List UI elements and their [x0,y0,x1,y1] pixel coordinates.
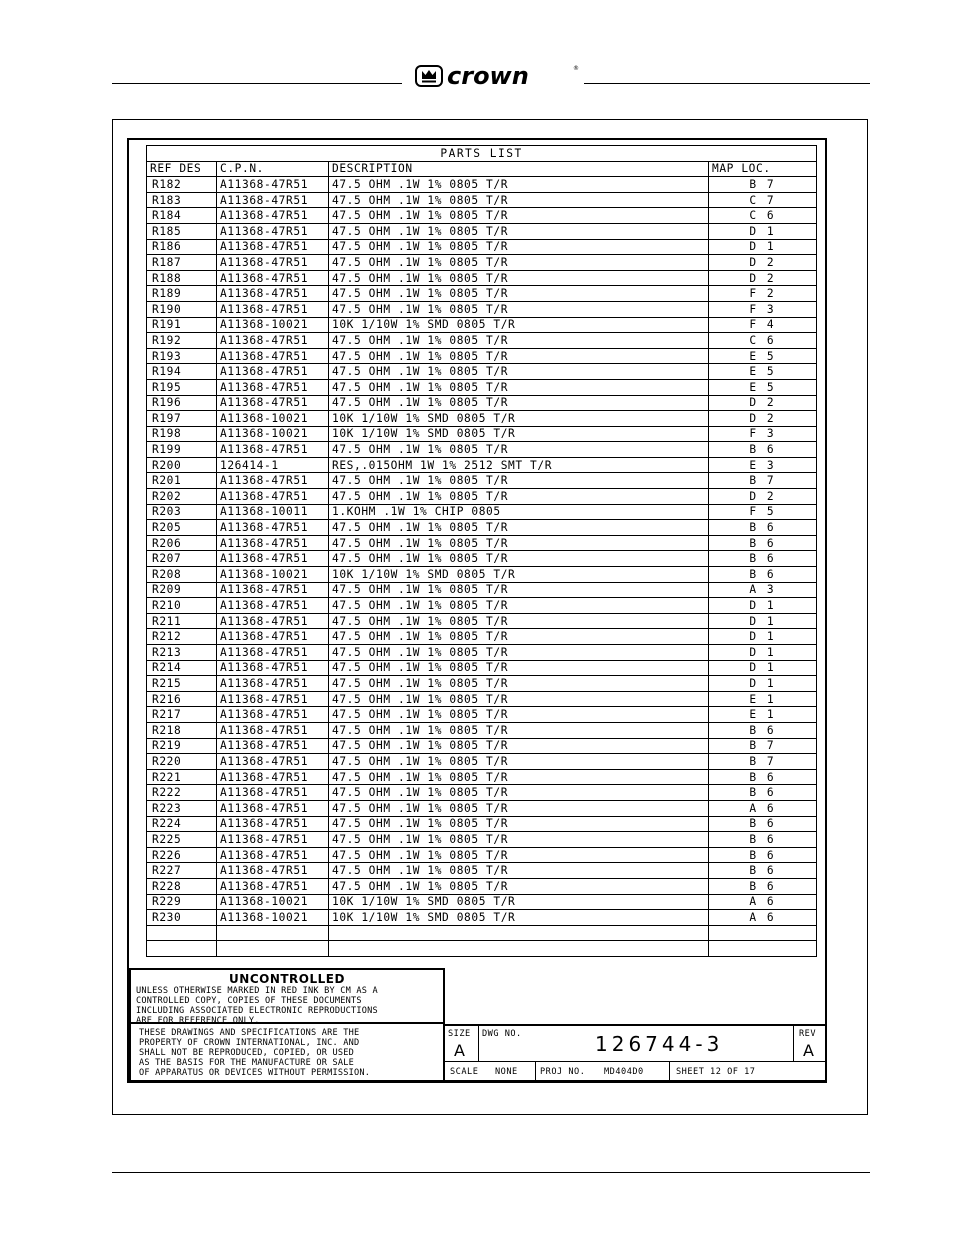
ref-des-cell: R215 [147,676,217,692]
proj-no-label: PROJ NO. [540,1067,586,1077]
map-loc-cell: B 6 [709,722,817,738]
ref-des-cell: R190 [147,301,217,317]
table-row [147,535,817,551]
table-row [147,255,817,271]
description-cell [329,941,709,957]
description-cell: 47.5 OHM .1W 1% 0805 T/R [329,177,709,193]
table-row [147,333,817,349]
dwg-no-cell [479,1026,793,1062]
map-loc-cell: D 1 [709,676,817,692]
cpn-cell: A11368-47R51 [217,489,329,505]
description-cell: 47.5 OHM .1W 1% 0805 T/R [329,208,709,224]
cpn-cell: A11368-47R51 [217,582,329,598]
table-row [147,551,817,567]
footer-rule [112,1172,870,1173]
description-cell: 47.5 OHM .1W 1% 0805 T/R [329,520,709,536]
description-cell: 47.5 OHM .1W 1% 0805 T/R [329,535,709,551]
map-loc-cell: F 3 [709,301,817,317]
ref-des-cell: R216 [147,691,217,707]
ref-des-cell: R189 [147,286,217,302]
table-row [147,457,817,473]
table-row [147,348,817,364]
map-loc-cell: E 5 [709,348,817,364]
description-cell: 47.5 OHM .1W 1% 0805 T/R [329,301,709,317]
map-loc-cell: D 2 [709,395,817,411]
description-cell: 47.5 OHM .1W 1% 0805 T/R [329,395,709,411]
description-cell: 47.5 OHM .1W 1% 0805 T/R [329,613,709,629]
description-cell: 47.5 OHM .1W 1% 0805 T/R [329,878,709,894]
ref-des-cell: R212 [147,629,217,645]
cpn-cell: A11368-10021 [217,894,329,910]
ref-des-cell [147,941,217,957]
cpn-cell: A11368-10021 [217,567,329,583]
description-cell: 47.5 OHM .1W 1% 0805 T/R [329,442,709,458]
table-row [147,504,817,520]
cpn-cell: A11368-47R51 [217,395,329,411]
parts-list-title: PARTS LIST [147,146,817,162]
table-row [147,192,817,208]
ref-des-cell: R188 [147,270,217,286]
table-row [147,847,817,863]
cpn-cell: A11368-47R51 [217,239,329,255]
description-cell: 10K 1/10W 1% SMD 0805 T/R [329,910,709,926]
size-label: SIZE [448,1029,471,1039]
ref-des-cell: R226 [147,847,217,863]
map-loc-cell: E 5 [709,364,817,380]
sheet-number: SHEET 12 OF 17 [676,1067,756,1077]
cpn-cell: A11368-47R51 [217,800,329,816]
cpn-cell: A11368-47R51 [217,629,329,645]
rev-label: REV [799,1029,817,1039]
cpn-cell: A11368-47R51 [217,863,329,879]
cpn-cell: A11368-47R51 [217,286,329,302]
cpn-cell: A11368-47R51 [217,364,329,380]
ref-des-cell: R191 [147,317,217,333]
ref-des-cell: R211 [147,613,217,629]
column-header: MAP LOC. [709,161,817,177]
map-loc-cell: D 2 [709,255,817,271]
ref-des-cell: R183 [147,192,217,208]
cpn-cell: A11368-47R51 [217,754,329,770]
ref-des-cell: R195 [147,379,217,395]
header-rule-left [112,83,402,84]
ref-des-cell: R217 [147,707,217,723]
table-row [147,722,817,738]
property-notice [129,1024,445,1082]
ref-des-cell: R185 [147,223,217,239]
map-loc-cell: B 7 [709,177,817,193]
map-loc-cell: D 2 [709,489,817,505]
ref-des-cell: R210 [147,598,217,614]
table-row [147,473,817,489]
cpn-cell: A11368-47R51 [217,738,329,754]
table-row [147,317,817,333]
table-row [147,863,817,879]
column-header: DESCRIPTION [329,161,709,177]
map-loc-cell: D 1 [709,613,817,629]
table-row [147,894,817,910]
cpn-cell: A11368-47R51 [217,613,329,629]
cpn-cell: A11368-47R51 [217,676,329,692]
table-row [147,598,817,614]
map-loc-cell: B 6 [709,520,817,536]
table-row [147,629,817,645]
cpn-cell: A11368-47R51 [217,645,329,661]
cpn-cell: A11368-47R51 [217,847,329,863]
description-cell: 47.5 OHM .1W 1% 0805 T/R [329,270,709,286]
description-cell: 47.5 OHM .1W 1% 0805 T/R [329,660,709,676]
description-cell: 47.5 OHM .1W 1% 0805 T/R [329,348,709,364]
cpn-cell: A11368-47R51 [217,769,329,785]
description-cell: 47.5 OHM .1W 1% 0805 T/R [329,769,709,785]
table-row [147,411,817,427]
table-row [147,270,817,286]
cpn-cell: A11368-47R51 [217,223,329,239]
description-cell: 10K 1/10W 1% SMD 0805 T/R [329,567,709,583]
cpn-cell: A11368-10021 [217,910,329,926]
cpn-cell: A11368-10011 [217,504,329,520]
description-cell: 47.5 OHM .1W 1% 0805 T/R [329,333,709,349]
description-cell: 47.5 OHM .1W 1% 0805 T/R [329,551,709,567]
description-cell: 47.5 OHM .1W 1% 0805 T/R [329,816,709,832]
description-cell: 1.KOHM .1W 1% CHIP 0805 [329,504,709,520]
property-text: THESE DRAWINGS AND SPECIFICATIONS ARE THE PROPERTY OF CROWN INTERNATIONAL, INC. AND SHALL NOT BE REPRODUCED, COPIED, OR USED AS THE BASIS FOR THE MANUFACTURE OR SALE OF APPARATUS OR DEVICES WITHOUT PERMISSION. [139,1028,371,1078]
description-cell: 47.5 OHM .1W 1% 0805 T/R [329,722,709,738]
sheet-cell [670,1062,825,1082]
ref-des-cell: R182 [147,177,217,193]
parts-list-body [147,177,817,957]
table-row [147,925,817,941]
table-row [147,676,817,692]
ref-des-cell: R200 [147,457,217,473]
header-rule-right [584,83,870,84]
ref-des-cell: R197 [147,411,217,427]
size-cell [445,1026,479,1062]
table-row [147,442,817,458]
map-loc-cell: D 1 [709,223,817,239]
ref-des-cell: R225 [147,832,217,848]
map-loc-cell: D 1 [709,660,817,676]
table-row [147,364,817,380]
ref-des-cell: R184 [147,208,217,224]
table-row [147,800,817,816]
ref-des-cell: R213 [147,645,217,661]
map-loc-cell: B 6 [709,785,817,801]
cpn-cell: A11368-47R51 [217,333,329,349]
map-loc-cell: B 6 [709,567,817,583]
crown-emblem-icon [416,66,442,86]
cpn-cell: A11368-47R51 [217,878,329,894]
description-cell: 10K 1/10W 1% SMD 0805 T/R [329,426,709,442]
ref-des-cell: R194 [147,364,217,380]
ref-des-cell [147,925,217,941]
description-cell: 10K 1/10W 1% SMD 0805 T/R [329,317,709,333]
map-loc-cell: B 7 [709,473,817,489]
proj-no-value: MD404D0 [604,1067,644,1077]
ref-des-cell: R198 [147,426,217,442]
rev-value: A [803,1041,814,1060]
table-row [147,208,817,224]
parts-list-table [146,145,817,957]
map-loc-cell: A 6 [709,910,817,926]
map-loc-cell: B 6 [709,863,817,879]
map-loc-cell: B 7 [709,754,817,770]
table-row [147,785,817,801]
cpn-cell: A11368-47R51 [217,442,329,458]
ref-des-cell: R222 [147,785,217,801]
cpn-cell: A11368-47R51 [217,520,329,536]
description-cell: 47.5 OHM .1W 1% 0805 T/R [329,691,709,707]
column-header: REF DES [147,161,217,177]
description-cell: 47.5 OHM .1W 1% 0805 T/R [329,473,709,489]
table-row [147,738,817,754]
scale-label: SCALE [450,1067,479,1077]
ref-des-cell: R228 [147,878,217,894]
ref-des-cell: R206 [147,535,217,551]
table-row [147,832,817,848]
description-cell: 47.5 OHM .1W 1% 0805 T/R [329,629,709,645]
map-loc-cell [709,925,817,941]
table-row [147,645,817,661]
description-cell: 47.5 OHM .1W 1% 0805 T/R [329,847,709,863]
map-loc-cell: E 5 [709,379,817,395]
proj-no-cell [536,1062,670,1082]
crown-logo [414,60,580,92]
cpn-cell: 126414-1 [217,457,329,473]
description-cell [329,925,709,941]
table-row [147,878,817,894]
description-cell: 47.5 OHM .1W 1% 0805 T/R [329,800,709,816]
description-cell: 47.5 OHM .1W 1% 0805 T/R [329,785,709,801]
ref-des-cell: R219 [147,738,217,754]
description-cell: 10K 1/10W 1% SMD 0805 T/R [329,411,709,427]
cpn-cell: A11368-47R51 [217,551,329,567]
cpn-cell: A11368-10021 [217,426,329,442]
table-row [147,660,817,676]
cpn-cell: A11368-47R51 [217,301,329,317]
map-loc-cell: B 6 [709,551,817,567]
dwg-no-label: DWG NO. [482,1029,522,1039]
cpn-cell [217,925,329,941]
description-cell: 47.5 OHM .1W 1% 0805 T/R [329,192,709,208]
description-cell: 10K 1/10W 1% SMD 0805 T/R [329,894,709,910]
ref-des-cell: R227 [147,863,217,879]
cpn-cell: A11368-10021 [217,317,329,333]
ref-des-cell: R187 [147,255,217,271]
description-cell: 47.5 OHM .1W 1% 0805 T/R [329,582,709,598]
ref-des-cell: R205 [147,520,217,536]
description-cell: 47.5 OHM .1W 1% 0805 T/R [329,489,709,505]
drawing-info-block [445,1024,827,1082]
table-row [147,395,817,411]
description-cell: 47.5 OHM .1W 1% 0805 T/R [329,239,709,255]
ref-des-cell: R214 [147,660,217,676]
table-row [147,520,817,536]
table-row [147,613,817,629]
column-header-row [147,161,817,177]
description-cell: 47.5 OHM .1W 1% 0805 T/R [329,645,709,661]
cpn-cell: A11368-47R51 [217,832,329,848]
description-cell: 47.5 OHM .1W 1% 0805 T/R [329,707,709,723]
table-row [147,769,817,785]
map-loc-cell: D 2 [709,270,817,286]
description-cell: 47.5 OHM .1W 1% 0805 T/R [329,379,709,395]
ref-des-cell: R223 [147,800,217,816]
ref-des-cell: R230 [147,910,217,926]
rev-cell [793,1026,825,1062]
table-row [147,489,817,505]
cpn-cell: A11368-47R51 [217,348,329,364]
cpn-cell: A11368-47R51 [217,208,329,224]
map-loc-cell [709,941,817,957]
description-cell: 47.5 OHM .1W 1% 0805 T/R [329,863,709,879]
map-loc-cell: F 3 [709,426,817,442]
map-loc-cell: C 7 [709,192,817,208]
map-loc-cell: E 1 [709,691,817,707]
ref-des-cell: R201 [147,473,217,489]
scale-cell [445,1062,536,1082]
ref-des-cell: R196 [147,395,217,411]
ref-des-cell: R193 [147,348,217,364]
map-loc-cell: F 5 [709,504,817,520]
map-loc-cell: A 3 [709,582,817,598]
uncontrolled-notice [129,968,445,1024]
ref-des-cell: R208 [147,567,217,583]
cpn-cell: A11368-47R51 [217,379,329,395]
table-row [147,941,817,957]
map-loc-cell: C 6 [709,333,817,349]
map-loc-cell: B 6 [709,769,817,785]
map-loc-cell: F 2 [709,286,817,302]
map-loc-cell: B 6 [709,832,817,848]
ref-des-cell: R209 [147,582,217,598]
cpn-cell: A11368-47R51 [217,192,329,208]
title-block [129,968,827,1082]
description-cell: 47.5 OHM .1W 1% 0805 T/R [329,286,709,302]
map-loc-cell: A 6 [709,894,817,910]
map-loc-cell: E 3 [709,457,817,473]
table-row [147,691,817,707]
table-row [147,379,817,395]
map-loc-cell: B 6 [709,878,817,894]
dwg-no-value: 126744-3 [595,1032,724,1056]
ref-des-cell: R202 [147,489,217,505]
map-loc-cell: B 6 [709,847,817,863]
cpn-cell: A11368-47R51 [217,816,329,832]
description-cell: 47.5 OHM .1W 1% 0805 T/R [329,255,709,271]
ref-des-cell: R224 [147,816,217,832]
description-cell: 47.5 OHM .1W 1% 0805 T/R [329,832,709,848]
uncontrolled-heading: UNCONTROLLED [229,972,345,986]
map-loc-cell: D 2 [709,411,817,427]
table-row [147,754,817,770]
ref-des-cell: R221 [147,769,217,785]
description-cell: 47.5 OHM .1W 1% 0805 T/R [329,754,709,770]
map-loc-cell: B 6 [709,816,817,832]
map-loc-cell: D 1 [709,645,817,661]
cpn-cell: A11368-47R51 [217,785,329,801]
description-cell: 47.5 OHM .1W 1% 0805 T/R [329,738,709,754]
map-loc-cell: C 6 [709,208,817,224]
registered-mark-icon: ® [573,65,579,72]
map-loc-cell: F 4 [709,317,817,333]
scale-value: NONE [495,1067,518,1077]
cpn-cell: A11368-47R51 [217,177,329,193]
table-row [147,223,817,239]
cpn-cell [217,941,329,957]
table-row [147,567,817,583]
ref-des-cell: R203 [147,504,217,520]
table-row [147,910,817,926]
cpn-cell: A11368-47R51 [217,255,329,271]
ref-des-cell: R192 [147,333,217,349]
description-cell: 47.5 OHM .1W 1% 0805 T/R [329,676,709,692]
map-loc-cell: E 1 [709,707,817,723]
ref-des-cell: R218 [147,722,217,738]
table-row [147,582,817,598]
map-loc-cell: A 6 [709,800,817,816]
table-row [147,286,817,302]
size-value: A [454,1041,465,1060]
ref-des-cell: R186 [147,239,217,255]
cpn-cell: A11368-47R51 [217,660,329,676]
map-loc-cell: B 7 [709,738,817,754]
description-cell: 47.5 OHM .1W 1% 0805 T/R [329,223,709,239]
description-cell: 47.5 OHM .1W 1% 0805 T/R [329,598,709,614]
cpn-cell: A11368-10021 [217,411,329,427]
ref-des-cell: R199 [147,442,217,458]
cpn-cell: A11368-47R51 [217,270,329,286]
ref-des-cell: R220 [147,754,217,770]
table-row [147,301,817,317]
description-cell: RES,.015OHM 1W 1% 2512 SMT T/R [329,457,709,473]
table-row [147,177,817,193]
ref-des-cell: R207 [147,551,217,567]
cpn-cell: A11368-47R51 [217,691,329,707]
map-loc-cell: D 1 [709,598,817,614]
map-loc-cell: B 6 [709,442,817,458]
ref-des-cell: R229 [147,894,217,910]
map-loc-cell: D 1 [709,629,817,645]
table-row [147,239,817,255]
cpn-cell: A11368-47R51 [217,707,329,723]
map-loc-cell: B 6 [709,535,817,551]
map-loc-cell: D 1 [709,239,817,255]
uncontrolled-text: UNLESS OTHERWISE MARKED IN RED INK BY CM AS A CONTROLLED COPY, COPIES OF THESE DOCUMENTS INCLUDING ASSOCIATED ELECTRONIC REPRODUCTIONS ARE FOR REFERENCE ONLY. [136,986,378,1026]
table-row [147,816,817,832]
cpn-cell: A11368-47R51 [217,473,329,489]
table-row [147,707,817,723]
table-row [147,426,817,442]
description-cell: 47.5 OHM .1W 1% 0805 T/R [329,364,709,380]
cpn-cell: A11368-47R51 [217,535,329,551]
logo-wordmark: crown [447,62,529,90]
cpn-cell: A11368-47R51 [217,722,329,738]
cpn-cell: A11368-47R51 [217,598,329,614]
column-header: C.P.N. [217,161,329,177]
